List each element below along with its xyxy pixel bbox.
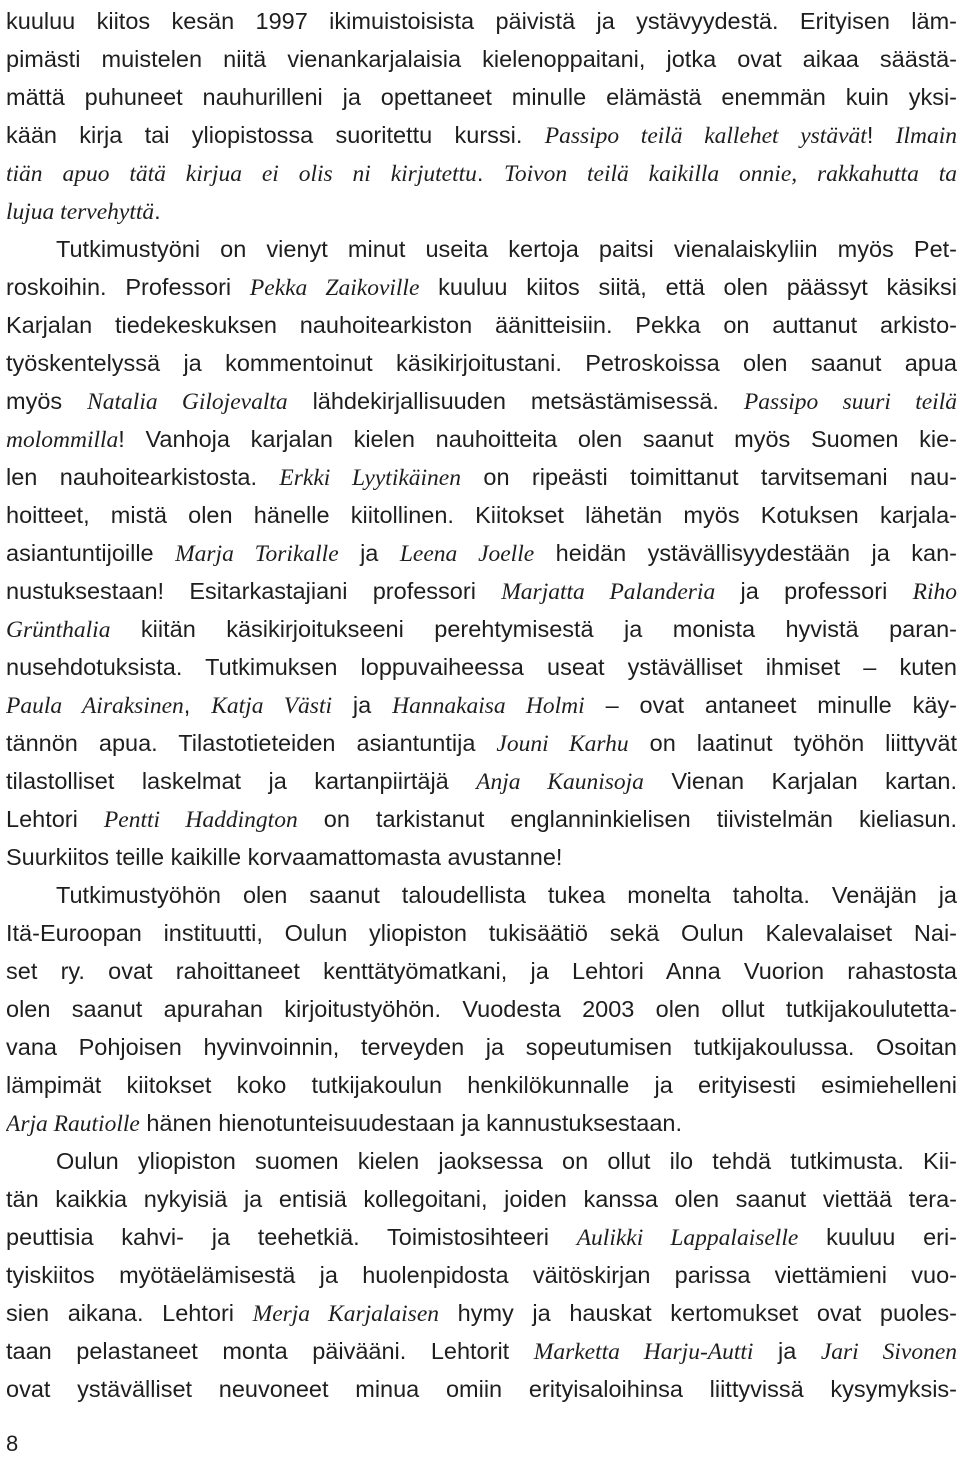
text-run: nusehdotuksista. Tutkimuksen loppuvaiheessa useat ystävälliset ihmiset – kuten bbox=[6, 654, 957, 680]
text-run: vana Pohjoisen hyvinvoinnin, terveyden ja sopeutumisen tutkijakoulussa. Osoitan bbox=[6, 1034, 957, 1060]
text-run: on laatinut työhön liittyvät bbox=[628, 730, 957, 756]
italic-text: Passipo suuri teilä bbox=[743, 389, 957, 415]
italic-text: Erkki Lyytikäinen bbox=[279, 465, 461, 491]
text-run: kään kirja tai yliopistossa suoritettu kurssi. bbox=[6, 122, 545, 148]
italic-text: Natalia Gilojevalta bbox=[87, 389, 288, 415]
text-line bbox=[6, 268, 957, 306]
document-page bbox=[6, 0, 957, 1469]
text-run: taan pelastaneet monta päivääni. Lehtorit bbox=[6, 1338, 534, 1364]
text-line bbox=[6, 1180, 957, 1218]
text-run: tän kaikkia nykyisiä ja entisiä kollegoitani, joiden kanssa olen saanut viettää tera- bbox=[6, 1186, 957, 1212]
text-run: myös bbox=[6, 388, 88, 414]
text-line bbox=[6, 686, 957, 724]
text-run: on tarkistanut englanninkielisen tiivistelmän kieliasun. bbox=[297, 806, 957, 832]
text-run: peuttisia kahvi- ja teehetkiä. Toimistosihteeri bbox=[6, 1224, 577, 1250]
text-run: lämpimät kiitokset koko tutkijakoulun henkilökunnalle ja erityisesti esimiehelleni bbox=[6, 1072, 957, 1098]
italic-text: Pekka Zaikoville bbox=[249, 275, 420, 301]
text-run: lähdekirjallisuuden metsästämisessä. bbox=[287, 388, 744, 414]
italic-text: Hannakaisa Holmi bbox=[392, 693, 585, 719]
italic-text: molommilla bbox=[6, 427, 119, 453]
text-run: len nauhoitearkistosta. bbox=[6, 464, 280, 490]
text-run: sien aikana. Lehtori bbox=[6, 1300, 253, 1326]
text-line bbox=[6, 610, 957, 648]
text-run: ja bbox=[338, 540, 400, 566]
italic-text: Marja Torikalle bbox=[175, 541, 339, 567]
text-line bbox=[6, 420, 957, 458]
italic-text: Merja Karjalaisen bbox=[252, 1301, 440, 1327]
italic-text: Anja Kaunisoja bbox=[476, 769, 644, 795]
text-run: kiitän käsikirjoitukseeni perehtymisestä ja monista hyvistä paran- bbox=[110, 616, 957, 642]
text-run: hoitteet, mistä olen hänelle kiitollinen. Kiitokset lähetän myös Kotuksen karjala- bbox=[6, 502, 957, 528]
text-run: mättä puhuneet nauhurilleni ja opettaneet minulle elämästä enemmän kuin yksi- bbox=[6, 84, 957, 110]
text-line bbox=[6, 306, 957, 344]
text-line bbox=[56, 876, 957, 914]
text-line bbox=[6, 838, 562, 876]
text-run: pimästi muistelen niitä vienankarjalaisia kielenoppaitani, jotka ovat aikaa säästä- bbox=[6, 46, 957, 72]
text-line bbox=[6, 1218, 957, 1256]
text-line bbox=[6, 534, 957, 572]
text-line bbox=[6, 800, 957, 838]
italic-text: Marketta Harju-Autti bbox=[533, 1339, 754, 1365]
italic-text: Toivon teilä kaikilla onnie, rakkahutta ta bbox=[503, 161, 957, 187]
text-run: kuuluu eri- bbox=[798, 1224, 957, 1250]
text-line bbox=[6, 1294, 957, 1332]
text-run: ovat ystävälliset neuvoneet minua omiin erityisaloihinsa liittyvissä kysymyksis- bbox=[6, 1376, 957, 1402]
text-run: Lehtori bbox=[6, 806, 104, 832]
text-line bbox=[6, 1104, 682, 1142]
text-run: tilastolliset laskelmat ja kartanpiirtäjä bbox=[6, 768, 477, 794]
text-run: – ovat antaneet minulle käy- bbox=[584, 692, 957, 718]
text-line bbox=[6, 952, 957, 990]
text-run: set ry. ovat rahoittaneet kenttätyömatkani, ja Lehtori Anna Vuorion rahastosta bbox=[6, 958, 957, 984]
text-run: , bbox=[183, 692, 212, 718]
text-line bbox=[6, 1066, 957, 1104]
text-line bbox=[6, 344, 957, 382]
text-line bbox=[6, 648, 957, 686]
text-run: ! Vanhoja karjalan kielen nauhoitteita olen saanut myös Suomen kie- bbox=[118, 426, 957, 452]
text-run: nustuksestaan! Esitarkastajiani professori bbox=[6, 578, 502, 604]
italic-text: Leena Joelle bbox=[399, 541, 535, 567]
text-line bbox=[6, 382, 957, 420]
page-number: 8 bbox=[6, 1431, 19, 1456]
text-run: on ripeästi toimittanut tarvitsemani nau- bbox=[460, 464, 957, 490]
text-run: ja bbox=[753, 1338, 821, 1364]
text-run: ja professori bbox=[715, 578, 913, 604]
text-run: työskentelyssä ja kommentoinut käsikirjoitustani. Petroskoissa olen saanut apua bbox=[6, 350, 957, 376]
text-run: Itä-Euroopan instituutti, Oulun yliopiston tukisäätiö sekä Oulun Kalevalaiset Nai- bbox=[6, 920, 957, 946]
text-run: . bbox=[154, 198, 161, 224]
text-run: . bbox=[476, 160, 504, 186]
text-line bbox=[6, 990, 957, 1028]
text-line bbox=[6, 1256, 957, 1294]
italic-text: Jouni Karhu bbox=[496, 731, 629, 757]
text-run: heidän ystävällisyydestään ja kan- bbox=[534, 540, 957, 566]
italic-text: Riho bbox=[912, 579, 957, 605]
text-line bbox=[6, 116, 957, 154]
text-run: hänen hienotunteisuudestaan ja kannustuksestaan. bbox=[139, 1110, 683, 1136]
text-run: Tutkimustyöhön olen saanut taloudellista tukea monelta taholta. Venäjän ja bbox=[56, 882, 957, 908]
text-run: Oulun yliopiston suomen kielen jaoksessa on ollut ilo tehdä tutkimusta. Kii- bbox=[56, 1148, 957, 1174]
text-run: tyiskiitos myötäelämisestä ja huolenpidosta väitöskirjan parissa viettämieni vuo- bbox=[6, 1262, 957, 1288]
text-line bbox=[6, 1332, 957, 1370]
italic-text: Ilmain bbox=[895, 123, 957, 149]
italic-text: tiän apuo tätä kirjua ei olis ni kirjutettu bbox=[6, 161, 477, 187]
text-line bbox=[6, 572, 957, 610]
text-line bbox=[6, 458, 957, 496]
italic-text: Pentti Haddington bbox=[103, 807, 298, 833]
text-line bbox=[6, 154, 957, 192]
text-run: Vienan Karjalan kartan. bbox=[643, 768, 957, 794]
text-run: kuuluu kiitos kesän 1997 ikimuistoisista päivistä ja ystävyydestä. Erityisen läm- bbox=[6, 8, 957, 34]
italic-text: Passipo teilä kallehet ystävät bbox=[544, 123, 867, 149]
italic-text: Aulikki Lappalaiselle bbox=[576, 1225, 799, 1251]
text-line bbox=[6, 192, 161, 230]
text-line bbox=[6, 78, 957, 116]
italic-text: Marjatta Palanderia bbox=[501, 579, 716, 605]
text-run: asiantuntijoille bbox=[6, 540, 176, 566]
text-line bbox=[56, 230, 957, 268]
text-run: Karjalan tiedekeskuksen nauhoitearkiston äänitteisiin. Pekka on auttanut arkisto- bbox=[6, 312, 957, 338]
text-run: tännön apua. Tilastotieteiden asiantuntija bbox=[6, 730, 497, 756]
text-run: roskoihin. Professori bbox=[6, 274, 250, 300]
italic-text: Katja Västi bbox=[211, 693, 333, 719]
text-line bbox=[6, 914, 957, 952]
text-line bbox=[6, 1028, 957, 1066]
italic-text: Jari Sivonen bbox=[820, 1339, 957, 1365]
text-line bbox=[6, 1370, 957, 1408]
text-run: Tutkimustyöni on vienyt minut useita kertoja paitsi vienalaiskyliin myös Pet- bbox=[56, 236, 957, 262]
text-line bbox=[6, 724, 957, 762]
text-run: ja bbox=[332, 692, 393, 718]
italic-text: Grünthalia bbox=[6, 617, 111, 643]
italic-text: Paula Airaksinen bbox=[6, 693, 184, 719]
text-line bbox=[6, 2, 957, 40]
text-run: ! bbox=[866, 122, 896, 148]
text-line bbox=[6, 762, 957, 800]
text-run: hymy ja hauskat kertomukset ovat puoles- bbox=[439, 1300, 957, 1326]
text-run: olen saanut apurahan kirjoitustyöhön. Vuodesta 2003 olen ollut tutkijakoulutetta- bbox=[6, 996, 957, 1022]
text-line bbox=[56, 1142, 957, 1180]
italic-text: lujua tervehyttä bbox=[6, 199, 155, 225]
italic-text: Arja Rautiolle bbox=[6, 1111, 140, 1137]
text-run: kuuluu kiitos siitä, että olen päässyt käsiksi bbox=[419, 274, 957, 300]
text-line bbox=[6, 40, 957, 78]
text-run: Suurkiitos teille kaikille korvaamattomasta avustanne! bbox=[6, 844, 563, 870]
text-line bbox=[6, 496, 957, 534]
